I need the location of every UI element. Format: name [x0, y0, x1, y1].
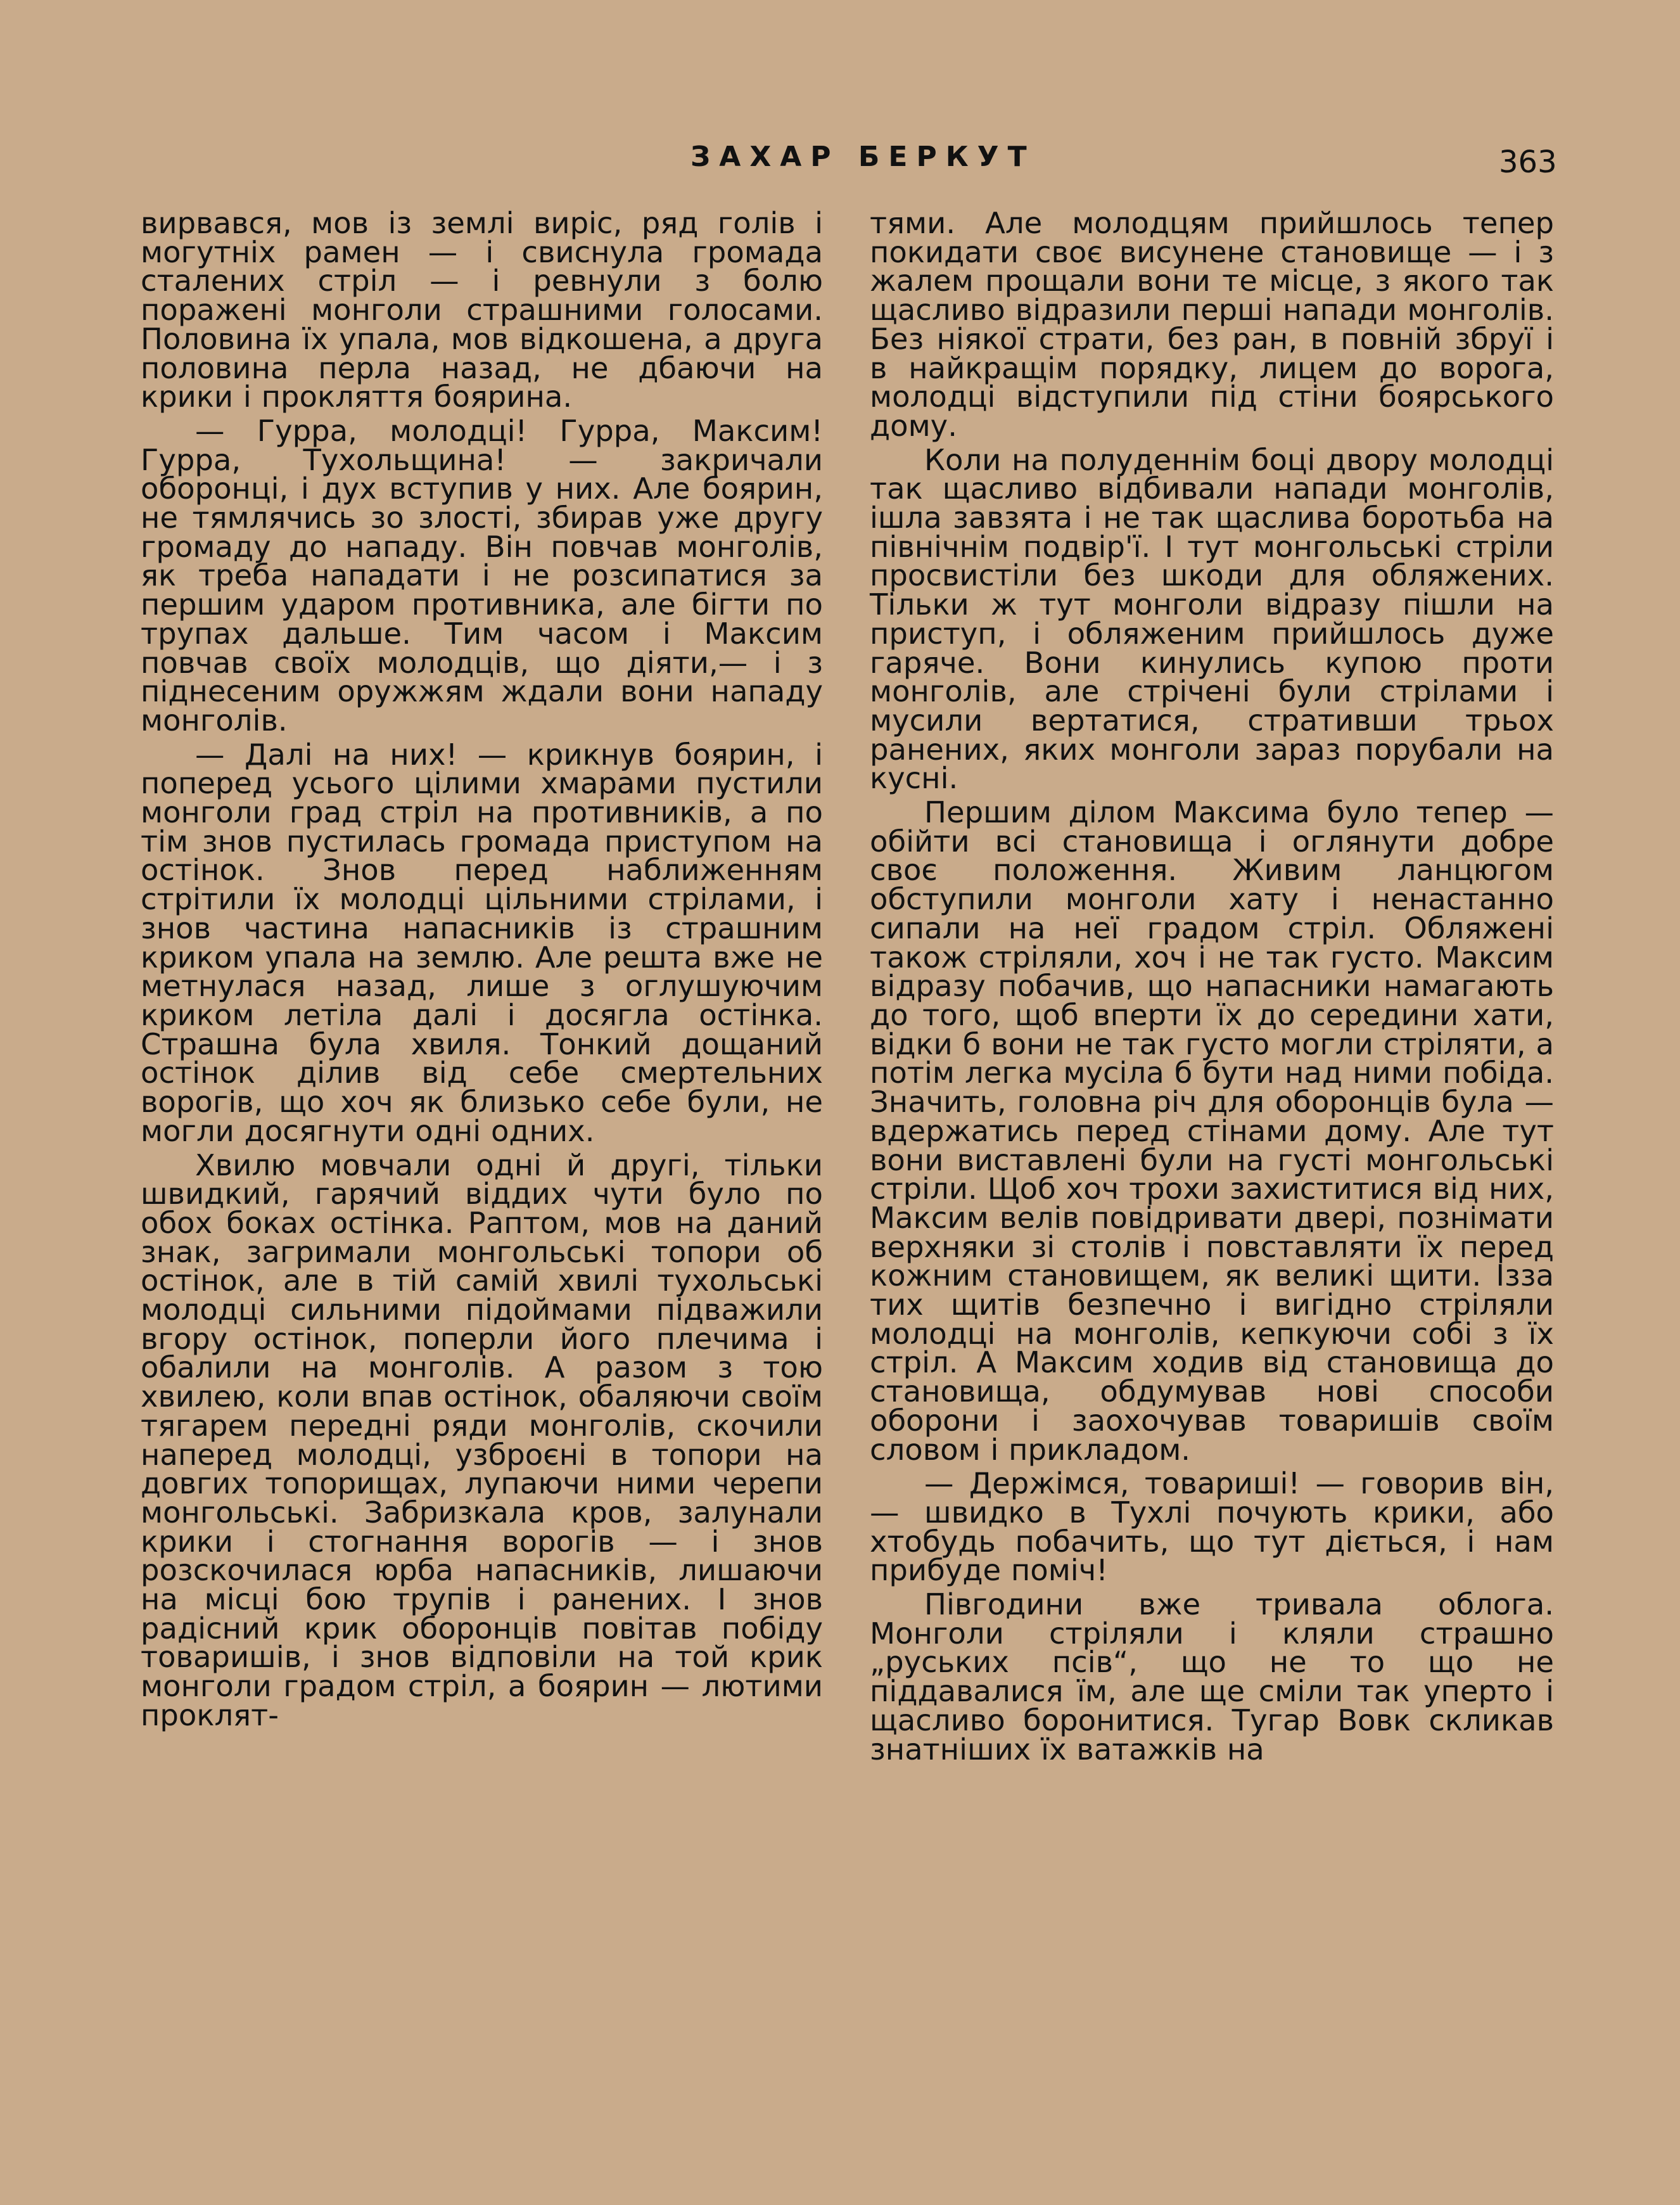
paragraph: вирвався, мов із землі виріс, ряд голів і могутніх рамен — і свиснула громада сталених стріл — і ревнули з болю поражені монголи страшними голосами. Половина їх упала, мов відкошена, а друга половина перла назад, не дбаючи на крики і прокляття боярина. [141, 206, 823, 414]
page-number: 363 [1499, 144, 1557, 180]
paragraph: тями. Але молодцям прийшлось тепер покидати своє висунене становище — і з жалем прощали вони те місце, з якого так щасливо відразили перші напади монголів. Без ніякої страти, без ран, в повній збруї і в найкращім порядку, лицем до ворога, молодці відступили під стіни боярського дому. [870, 206, 1554, 443]
paragraph: — Далі на них! — крикнув боярин, і поперед усього цілими хмарами пустили монголи град стріл на противників, а по тім знов пустилась громада приступом на остінок. Знов перед наближенням стрітили їх молодці цільними стрілами, і знов частина напасників із страшним криком упала на землю. Але решта вже не метнулася назад, лише з оглушуючим криком летіла далі і досягла остінка. Страшна була хвиля. Тонкий дощаний остінок ділив від себе смертельних ворогів, що хоч як близько себе були, не могли досягнути одні одних. [141, 737, 823, 1148]
paragraph: — Гурра, молодці! Гурра, Максим! Гурра, Тухольщина! — закричали оборонці, і дух вступив у них. Але боярин, не тямлячись зо злості, збирав уже другу громаду до нападу. Він повчав монголів, як треба нападати і не розсипатися за першим ударом противника, але бігти по трупах дальше. Тим часом і Максим повчав своїх молодців, що діяти,— і з піднесеним оружжям ждали вони нападу монголів. [141, 413, 823, 738]
paragraph: Першим ділом Максима було тепер — обійти всі становища і оглянути добре своє положення. Живим ланцюгом обступили монголи хату і ненастанно сипали на неї градом стріл. Обляжені також стріляли, хоч і не так густо. Максим відразу побачив, що напасники намагають до того, щоб вперти їх до середини хати, відки б вони не так густо могли стріляти, а потім легка мусіла б бути над ними побіда. Значить, головна річ для оборонців була — вдержатись перед стінами дому. Але тут вони виставлені були на густі монгольські стріли. Щоб хоч трохи захиститися від них, Максим велів повідривати двері, познімати верхняки зі столів і повставляти їх перед кожним становищем, як великі щити. Ізза тих щитів безпечно і вигідно стріляли молодці на монголів, кепкуючи собі з їх стріл. А Максим ходив від становища до становища, обдумував нові способи оборони і заохочував товаришів своїм словом і прикладом. [870, 795, 1554, 1467]
paragraph: Коли на полуденнім боці двору молодці так щасливо відбивали напади монголів, ішла завзята і не так щаслива боротьба на північнім подвір'ї. І тут монгольські стріли просвистіли без шкоди для обляжених. Тільки ж тут монголи відразу пішли на приступ, і обляженим прийшлось дуже гаряче. Вони кинулись купою проти монголів, але стрічені були стрілами і мусили вертатися, стративши трьох ранених, яких монголи зараз порубали на кусні. [870, 442, 1554, 796]
running-header-title: ЗАХАР БЕРКУТ [690, 141, 1036, 173]
paragraph: — Держімся, товариші! — говорив він,— швидко в Тухлі почують крики, або хтобудь побачить, що тут діється, і нам прибуде поміч! [870, 1466, 1554, 1588]
paragraph: Півгодини вже тривала облога. Монголи стріляли і кляли страшно „руських псів“, що не то що не піддавалися їм, але ще сміли так уперто і щасливо боронитися. Тугар Вовк скликав знатніших їх ватажків на [870, 1587, 1554, 1767]
paragraph: Хвилю мовчали одні й другі, тільки швидкий, гарячий віддих чути було по обох боках остінка. Раптом, мов на даний знак, загримали монгольські топори об остінок, але в тій самій хвилі тухольські молодці сильними підоймами підважили вгору остінок, поперли його плечима і обалили на монголів. А разом з тою хвилею, коли впав остінок, обаляючи своїм тягарем передні ряди монголів, скочили наперед молодці, узброєні в топори на довгих топорищах, лупаючи ними черепи монгольські. Забризкала кров, залунали крики і стогнання ворогів — і знов розскочилася юрба напасників, лишаючи на місці бою трупів і ранених. І знов радісний крик оборонців повітав побіду товаришів, і знов відповіли на той крик монголи градом стріл, а боярин — лютими проклят- [141, 1147, 823, 1732]
right-text-column [870, 206, 1554, 1769]
left-text-column [141, 206, 823, 1735]
